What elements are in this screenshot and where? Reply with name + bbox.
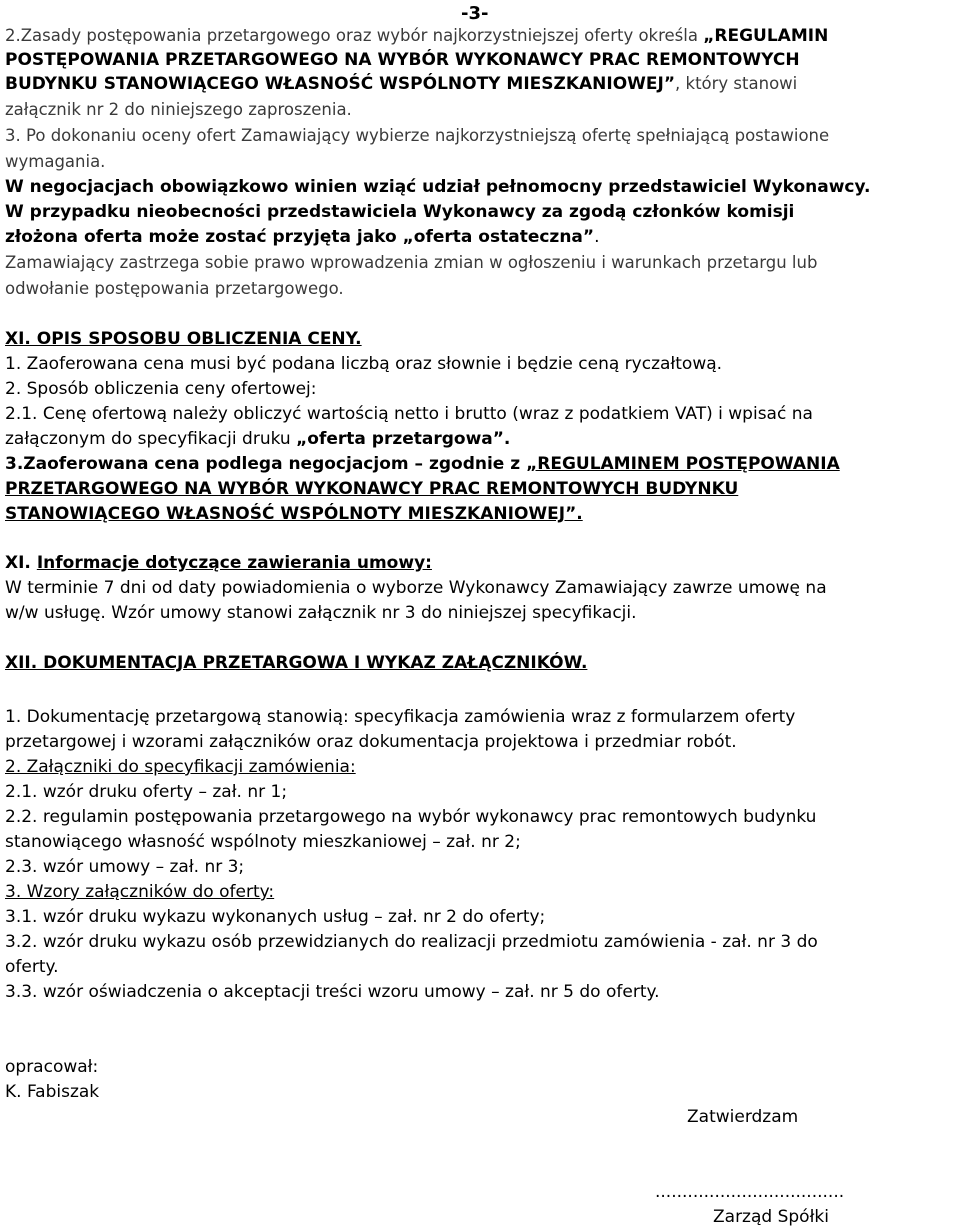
price-item-2-1-line-1: 2.1. Cenę ofertową należy obliczyć wartością netto i brutto (wraz z podatkiem VAT) i wpisać na	[5, 404, 813, 424]
documentation-line-2: przetargowej i wzorami załączników oraz dokumentacja projektowa i przedmiar robót.	[5, 732, 737, 752]
attachment-2-2-line-2: stanowiącego własność wspólnoty mieszkaniowej – zał. nr 2;	[5, 832, 521, 852]
rules-paragraph-line-3: BUDYNKU STANOWIĄCEGO WŁASNOŚĆ WSPÓLNOTY MIESZKANIOWEJ”, który stanowi	[5, 74, 798, 94]
attachment-2-2-line-1: 2.2. regulamin postępowania przetargowego na wybór wykonawcy prac remontowych budynku	[5, 807, 817, 827]
page-number: -3-	[461, 3, 489, 24]
offer-template-3-1: 3.1. wzór druku wykazu wykonanych usług – zał. nr 2 do oferty;	[5, 907, 546, 927]
price-item-2-1-line-2: załączonym do specyfikacji druku „oferta przetargowa”.	[5, 429, 511, 449]
rules-paragraph-line-1: 2.Zasady postępowania przetargowego oraz wybór najkorzystniejszej oferty określa „REGULAMIN	[5, 26, 829, 46]
attachments-heading: 2. Załączniki do specyfikacji zamówienia:	[5, 757, 356, 777]
evaluation-paragraph-line-1: 3. Po dokonaniu oceny ofert Zamawiający wybierze najkorzystniejszą ofertę spełniającą postawione	[5, 126, 830, 145]
signature-line: ...................................	[655, 1182, 845, 1202]
absence-notice-line-2: złożona oferta może zostać przyjęta jako „oferta ostateczna”.	[5, 227, 600, 247]
contract-section-heading: XI. Informacje dotyczące zawierania umowy:	[5, 553, 432, 573]
reservation-line-2: odwołanie postępowania przetargowego.	[5, 279, 344, 298]
price-item-3-line-2: PRZETARGOWEGO NA WYBÓR WYKONAWCY PRAC REMONTOWYCH BUDYNKU	[5, 479, 739, 499]
offer-template-3-2-line-1: 3.2. wzór druku wykazu osób przewidzianych do realizacji przedmiotu zamówienia - zał. nr 3 do	[5, 932, 818, 952]
documentation-section-heading: XII. DOKUMENTACJA PRZETARGOWA I WYKAZ ZAŁĄCZNIKÓW.	[5, 653, 588, 673]
rules-paragraph-line-2: POSTĘPOWANIA PRZETARGOWEGO NA WYBÓR WYKONAWCY PRAC REMONTOWYCH	[5, 50, 800, 70]
contract-line-1: W terminie 7 dni od daty powiadomienia o wyborze Wykonawcy Zamawiający zawrze umowę na	[5, 578, 827, 598]
contract-line-2: w/w usługę. Wzór umowy stanowi załącznik nr 3 do niniejszej specyfikacji.	[5, 603, 637, 623]
price-item-1: 1. Zaoferowana cena musi być podana liczbą oraz słownie i będzie ceną ryczałtową.	[5, 354, 723, 374]
absence-notice-line-1: W przypadku nieobecności przedstawiciela Wykonawcy za zgodą członków komisji	[5, 202, 795, 222]
attachment-2-3: 2.3. wzór umowy – zał. nr 3;	[5, 857, 245, 877]
negotiation-notice: W negocjacjach obowiązkowo winien wziąć udział pełnomocny przedstawiciel Wykonawcy.	[5, 177, 871, 197]
offer-template-3-3: 3.3. wzór oświadczenia o akceptacji treści wzoru umowy – zał. nr 5 do oferty.	[5, 982, 660, 1002]
evaluation-paragraph-line-2: wymagania.	[5, 152, 106, 171]
board-label: Zarząd Spółki	[713, 1207, 829, 1227]
approval-label: Zatwierdzam	[687, 1107, 799, 1127]
offer-template-3-2-line-2: oferty.	[5, 957, 59, 977]
offer-templates-heading: 3. Wzory załączników do oferty:	[5, 882, 275, 902]
reservation-line-1: Zamawiający zastrzega sobie prawo wprowadzenia zmian w ogłoszeniu i warunkach przetargu lub	[5, 253, 818, 272]
price-item-3-line-1: 3.Zaoferowana cena podlega negocjacjom – zgodnie z „REGULAMINEM POSTĘPOWANIA	[5, 454, 840, 474]
rules-paragraph-line-4: załącznik nr 2 do niniejszego zaproszenia.	[5, 100, 352, 119]
documentation-line-1: 1. Dokumentację przetargową stanowią: specyfikacja zamówienia wraz z formularzem oferty	[5, 707, 796, 727]
price-section-heading: XI. OPIS SPOSOBU OBLICZENIA CENY.	[5, 329, 362, 349]
price-item-3-line-3: STANOWIĄCEGO WŁASNOŚĆ WSPÓLNOTY MIESZKANIOWEJ”.	[5, 504, 583, 524]
prepared-by-name: K. Fabiszak	[5, 1082, 100, 1102]
prepared-by-label: opracował:	[5, 1057, 99, 1077]
attachment-2-1: 2.1. wzór druku oferty – zał. nr 1;	[5, 782, 288, 802]
price-item-2: 2. Sposób obliczenia ceny ofertowej:	[5, 379, 317, 399]
